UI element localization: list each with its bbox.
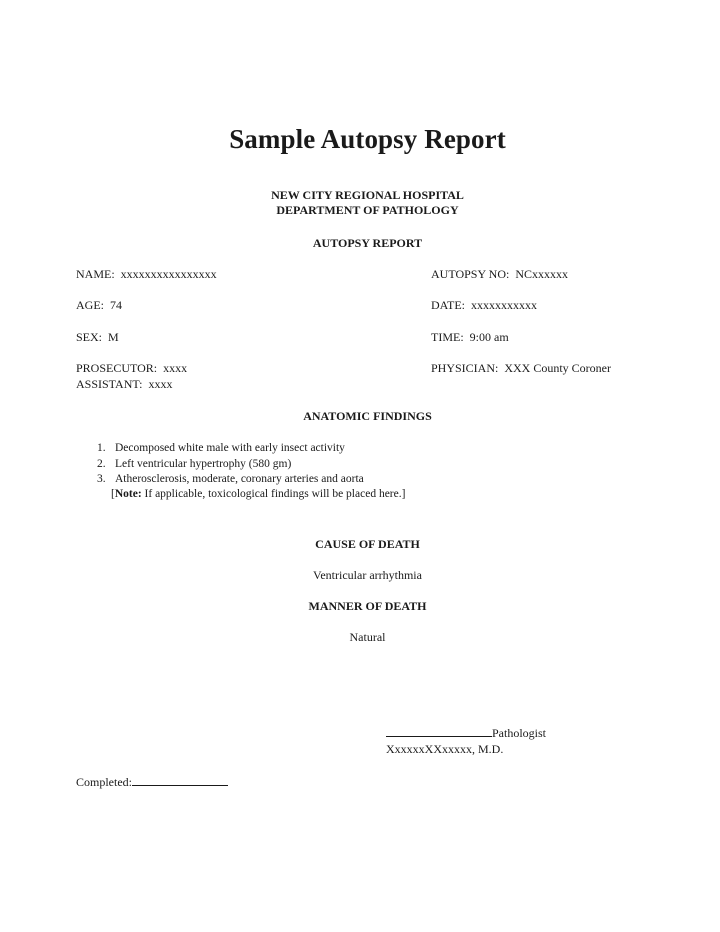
list-item (97, 441, 364, 457)
field-prosecutor (76, 361, 187, 376)
toxicology-note: [Note: If applicable, toxicological findings will be placed here.] (111, 488, 406, 500)
field-physician-label: PHYSICIAN: (431, 361, 499, 375)
field-age (76, 298, 122, 313)
pathologist-name: XxxxxxXXxxxxx, M.D. (386, 742, 504, 756)
field-name-label: NAME: (76, 267, 115, 281)
pathologist-title: Pathologist (492, 726, 547, 740)
field-age-value: 74 (110, 298, 122, 312)
manner-of-death-heading: MANNER OF DEATH (308, 599, 427, 613)
field-autopsy-no-value: NCxxxxxx (515, 267, 569, 281)
field-autopsy-no-label: AUTOPSY NO: (431, 267, 510, 281)
field-prosecutor-label: PROSECUTOR: (76, 361, 158, 375)
document-title: Sample Autopsy Report (229, 124, 506, 154)
list-item (97, 457, 364, 473)
field-sex-label: SEX: (76, 330, 103, 344)
list-item-text: Decomposed white male with early insect activity (115, 442, 345, 454)
list-item (97, 472, 364, 488)
anatomic-findings-list (97, 441, 364, 488)
field-name (76, 267, 217, 282)
list-item-number: 1. (97, 442, 106, 454)
field-assistant (76, 377, 172, 392)
field-date-label: DATE: (431, 298, 465, 312)
field-name-value: xxxxxxxxxxxxxxxx (120, 267, 217, 281)
cause-of-death-heading: CAUSE OF DEATH (315, 537, 420, 551)
completed-label: Completed: (76, 775, 132, 789)
signature-blank (386, 725, 492, 737)
note-text: If applicable, toxicological findings will be placed here. (144, 488, 402, 500)
field-physician (431, 361, 611, 376)
hospital-name: NEW CITY REGIONAL HOSPITAL (271, 188, 464, 202)
field-time-value: 9:00 am (469, 330, 509, 344)
field-physician-value: XXX County Coroner (504, 361, 612, 375)
anatomic-findings-heading: ANATOMIC FINDINGS (303, 409, 432, 423)
pathologist-signature-line (386, 725, 546, 741)
list-item-number: 2. (97, 457, 106, 470)
field-time (431, 330, 509, 345)
list-item-text: Left ventricular hypertrophy (580 gm) (115, 457, 292, 470)
field-date (431, 298, 537, 313)
field-prosecutor-value: xxxx (163, 361, 188, 375)
field-sex (76, 330, 119, 345)
report-heading: AUTOPSY REPORT (312, 236, 423, 250)
department-name: DEPARTMENT OF PATHOLOGY (276, 203, 459, 217)
list-item-text: Atherosclerosis, moderate, coronary arteries and aorta (115, 473, 364, 485)
field-date-value: xxxxxxxxxxx (471, 298, 537, 312)
field-time-label: TIME: (431, 330, 464, 344)
field-assistant-label: ASSISTANT: (76, 377, 143, 391)
field-age-label: AGE: (76, 298, 104, 312)
note-label: Note: (114, 488, 142, 500)
manner-of-death-value: Natural (349, 630, 386, 644)
completed-line (76, 774, 228, 790)
list-item-number: 3. (97, 473, 106, 485)
field-sex-value: M (108, 330, 119, 344)
completed-blank (132, 774, 228, 786)
cause-of-death-value: Ventricular arrhythmia (313, 568, 422, 582)
field-autopsy-no (431, 267, 568, 282)
field-assistant-value: xxxx (148, 377, 173, 391)
